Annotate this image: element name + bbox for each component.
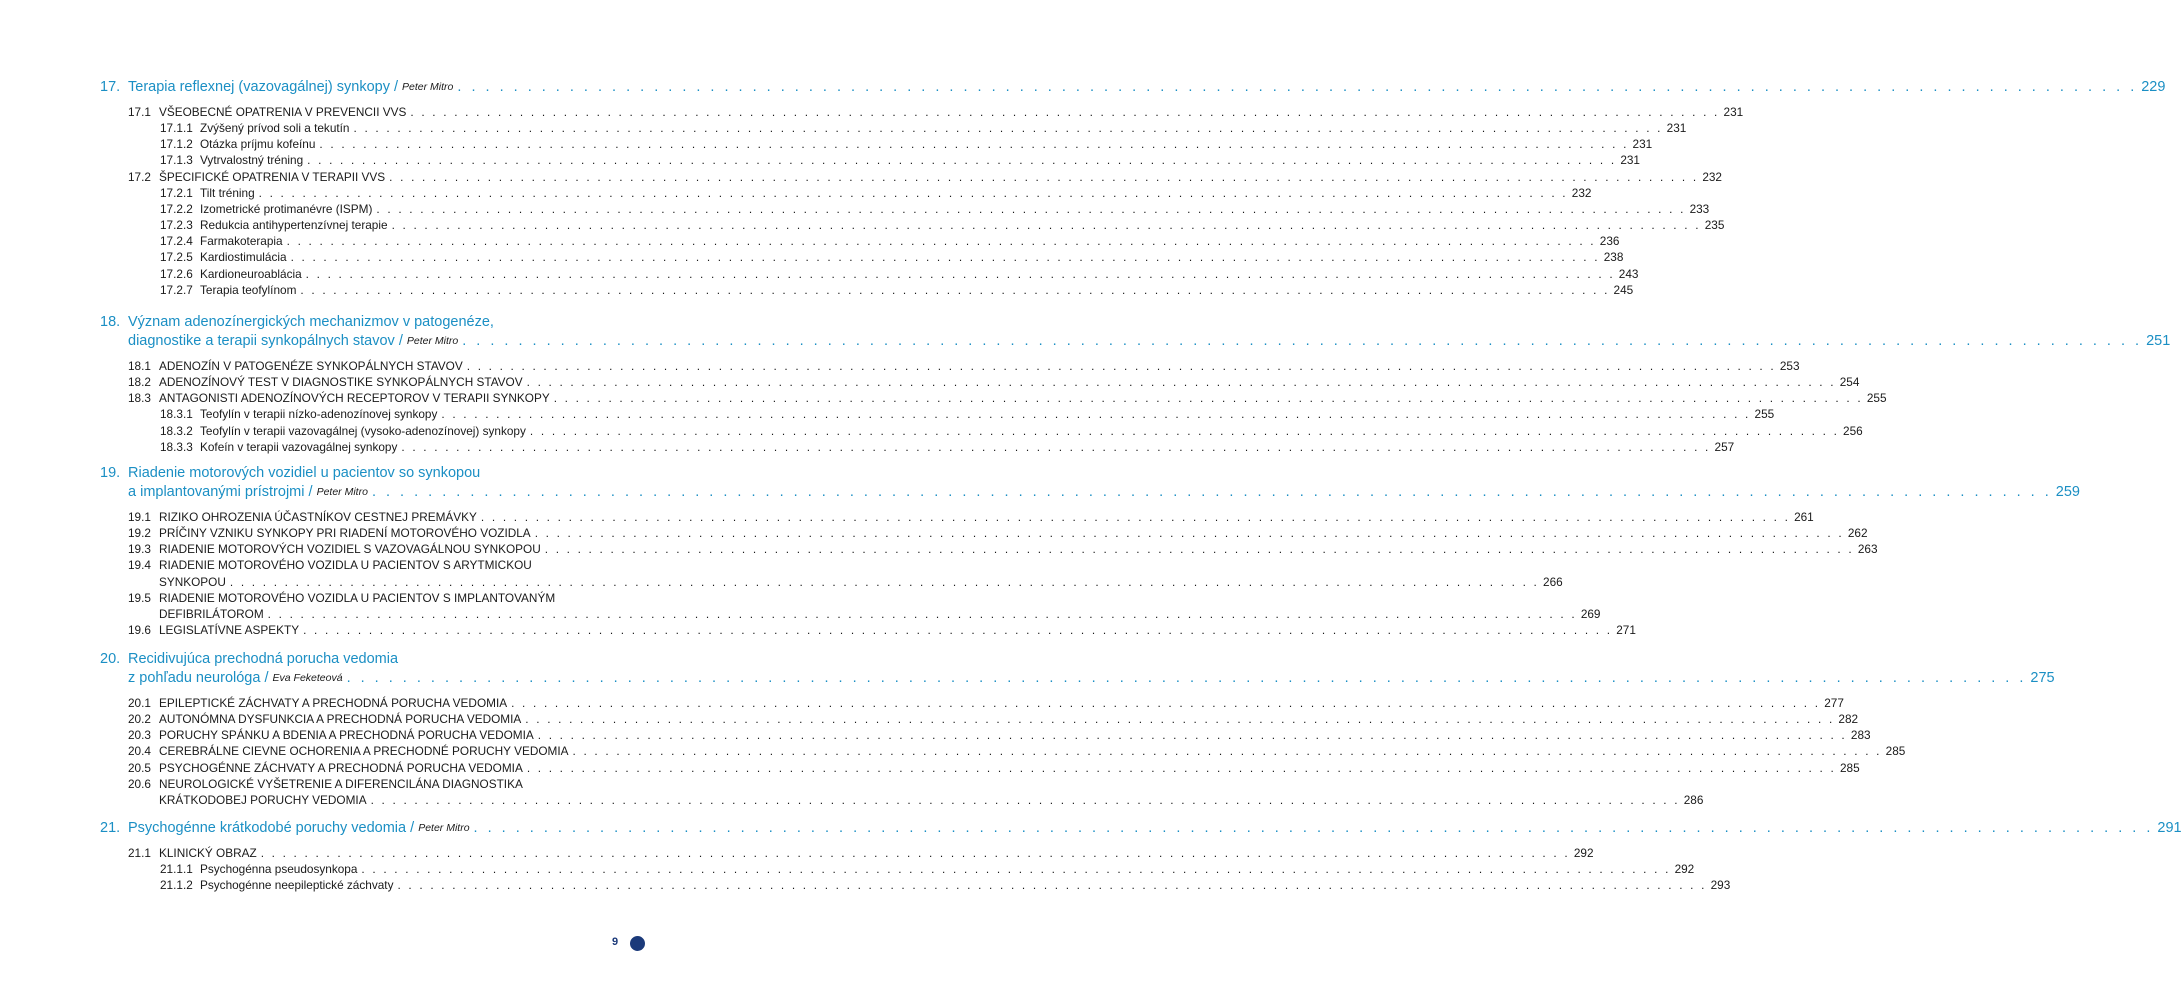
dot-leader: . . . . . . . . . . . . . . . . . . . . . . . . . . . . . . . . . . . . . . . . . . . . . . . . . . . . . . . . . . . . . . . . . . . . . . . . . . . . . . . . . . . . . . . . . . . . . . . . . . . . . . . . . . . . . . . . . . . . . . . . [526, 375, 1836, 390]
toc-entry [128, 406, 1775, 422]
chapter-heading [100, 313, 2171, 351]
entry-body [200, 249, 1624, 265]
entry-body [200, 439, 1735, 455]
dot-leader: . . . . . . . . . . . . . . . . . . . . . . . . . . . . . . . . . . . . . . . . . . . . . . . . . . . . . . . . . . . . . . . . . . . . . . . . . . . . . . . . . . . . . . . . . . . . . . . . . . . . . . . . . . . . . . . . . . . . . . . . [553, 391, 1863, 406]
entry-page: 257 [1714, 439, 1735, 454]
toc-entry [128, 201, 1710, 217]
entry-number: 18.3.2 [160, 423, 193, 438]
entry-title: PSYCHOGÉNNE ZÁCHVATY A PRECHODNÁ PORUCHA VEDOMIA [159, 760, 523, 775]
dot-leader: . . . . . . . . . . . . . . . . . . . . . . . . . . . . . . . . . . . . . . . . . . . . . . . . . . . . . . . . . . . . . . . . . . . . . . . . . . . . . . . . . . . . . . . . . . . . . . . . . . . . . . . . . . . . . . . . . . . . . . . . [353, 121, 1663, 136]
dot-leader: . . . . . . . . . . . . . . . . . . . . . . . . . . . . . . . . . . . . . . . . . . . . . . . . . . . . . . . . . . . . . . . . . . . . . . . . . . . . . . . . . . . . . . . . . . . . . . . . . . . . . . . . . . . . . . . . . . . . . . . . [544, 542, 1854, 557]
chapter-number: 18. [100, 314, 121, 330]
entry-number: 20.5 [128, 760, 151, 775]
chapter-heading [100, 650, 2055, 688]
entry-page: 286 [1683, 792, 1704, 807]
toc-entry [128, 590, 624, 606]
dot-leader: . . . . . . . . . . . . . . . . . . . . . . . . . . . . . . . . . . . . . . . . . . . . . . . . . . . . . . . . . . . . . . . . . . . . . . . . . . . . . . . . . . . . . . . . . . . . . . . . . . . . . . . . . . . . . . . . . . . . . . . . [290, 250, 1600, 265]
entry-body [159, 557, 624, 573]
entry-number: 18.3.1 [160, 407, 193, 422]
chapter-title: Terapia reflexnej (vazovagálnej) synkopy [128, 79, 390, 95]
entry-page: 254 [1839, 375, 1860, 390]
entry-title: CEREBRÁLNE CIEVNE OCHORENIA A PRECHODNÉ PORUCHY VEDOMIA [159, 744, 569, 759]
entry-number: 18.2 [128, 375, 151, 390]
chapter-heading-line [100, 483, 2080, 502]
dot-leader: . . . . . . . . . . . . . . . . . . . . . . . . . . . . . . . . . . . . . . . . . . . . . . . . . . . . . . . . . . . . . . . . . . . . . . . . . . . . . . . . . . . . . . . . . . . . . . . . . . . . . . . . . . . . . . . . . . . . . . . . [258, 185, 1568, 200]
toc-entry [128, 169, 1722, 185]
page-number: 9 [612, 936, 619, 948]
entry-number: 17.1.1 [160, 121, 193, 136]
dot-leader: . . . . . . . . . . . . . . . . . . . . . . . . . . . . . . . . . . . . . . . . . . . . . . . . . . . . . . . . . . . . . . . . . . . . . . . . . . . . . . . . . . . . . . . . . . . . . . . . . . . . . . . . . . . . . . . . . . . . . . . . [229, 574, 1540, 589]
chapter-author: Peter Mitro [316, 486, 368, 498]
entry-page: 232 [1702, 169, 1722, 184]
chapter-title-row [128, 332, 2171, 351]
chapter-heading-line [100, 332, 2171, 351]
entry-number: 18.3 [128, 391, 151, 406]
toc-entry [128, 249, 1624, 265]
chapter-title: Riadenie motorových vozidiel u pacientov so synkopou [128, 465, 481, 481]
toc-entry [128, 877, 1731, 893]
chapter-title: Recidivujúca prechodná porucha vedomia [128, 651, 399, 667]
entry-page: 266 [1543, 574, 1563, 589]
toc-entry [128, 390, 1887, 406]
entry-body [200, 406, 1775, 422]
entry-title: PORUCHY SPÁNKU A BDENIA A PRECHODNÁ PORUCHA VEDOMIA [159, 728, 534, 743]
toc-entry [128, 711, 1859, 727]
chapter-title-row [128, 819, 2182, 838]
dot-leader: . . . . . . . . . . . . . . . . . . . . . . . . . . . . . . . . . . . . . . . . . . . . . . . . . . . . . . . . . . . . . . . . . . . . . . . . . . . . . . . . . . . . . . . . . . . . . . . . . . . . . . . . . . . . . . . . . . . . . . . . [462, 333, 2143, 349]
entry-page: 232 [1571, 185, 1592, 200]
entry-title: NEUROLOGICKÉ VYŠETRENIE A DIFERENCILÁNA DIAGNOSTIKA [159, 776, 523, 791]
toc-entry [128, 266, 1639, 282]
author-separator: / [304, 484, 317, 500]
toc-entry [128, 695, 1844, 711]
entry-title: Izometrické protimanévre (ISPM) [200, 201, 373, 216]
author-separator: / [394, 333, 407, 349]
chapter-number: 20. [100, 651, 121, 667]
entry-number: 17.2.4 [160, 234, 193, 249]
entry-body [159, 590, 624, 606]
entry-page: 231 [1666, 121, 1687, 136]
dot-leader: . . . . . . . . . . . . . . . . . . . . . . . . . . . . . . . . . . . . . . . . . . . . . . . . . . . . . . . . . . . . . . . . . . . . . . . . . . . . . . . . . . . . . . . . . . . . . . . . . . . . . . . . . . . . . . . . . . . . . . . . [303, 623, 1613, 638]
chapter-title: a implantovanými prístrojmi [128, 484, 305, 500]
entry-body [159, 606, 1601, 622]
entry-page: 262 [1847, 526, 1868, 541]
entry-number: 18.1 [128, 359, 151, 373]
entry-number: 17.2.1 [160, 185, 193, 200]
entry-title: RIADENIE MOTOROVÉHO VOZIDLA U PACIENTOV S ARYTMICKOU [159, 558, 532, 573]
entry-body [159, 695, 1844, 711]
entry-number: 17.2.2 [160, 201, 193, 216]
entry-number: 17.2.6 [160, 266, 193, 281]
entry-body [200, 185, 1592, 201]
entry-number: 20.2 [128, 712, 151, 727]
entry-page: 238 [1603, 250, 1624, 265]
chapter-author: Peter Mitro [402, 81, 454, 93]
chapter-title: Psychogénne krátkodobé poruchy vedomia [128, 820, 407, 836]
entry-page: 231 [1723, 105, 1744, 119]
entry-body [159, 390, 1887, 406]
entry-title: RIZIKO OHROZENIA ÚČASTNÍKOV CESTNEJ PREMÁVKY [159, 510, 477, 524]
entry-title-continued: KRÁTKODOBEJ PORUCHY VEDOMIA [159, 792, 367, 807]
entry-number: 21.1 [128, 846, 151, 860]
toc-entry [128, 509, 1814, 525]
chapter-page: 259 [2055, 484, 2080, 500]
entry-title-continued: SYNKOPOU [159, 574, 226, 589]
toc-entry [128, 358, 1800, 374]
entry-number: 21.1.1 [160, 862, 193, 877]
entry-title: AUTONÓMNA DYSFUNKCIA A PRECHODNÁ PORUCHA VEDOMIA [159, 712, 522, 727]
chapter-heading [100, 819, 2182, 838]
dot-leader: . . . . . . . . . . . . . . . . . . . . . . . . . . . . . . . . . . . . . . . . . . . . . . . . . . . . . . . . . . . . . . . . . . . . . . . . . . . . . . . . . . . . . . . . . . . . . . . . . . . . . . . . . . . . . . . . . . . . . . . . [534, 526, 1844, 541]
chapter-heading-line [100, 313, 624, 332]
entry-body [159, 743, 1906, 759]
entry-title: Zvýšený prívod soli a tekutín [200, 121, 350, 136]
entry-body [159, 760, 1860, 776]
entry-body [159, 509, 1814, 525]
entry-number: 19.5 [128, 590, 151, 605]
entry-number: 21.1.2 [160, 878, 193, 893]
entry-body [159, 541, 1878, 557]
entry-title: ADENOZÍNOVÝ TEST V DIAGNOSTIKE SYNKOPÁLNYCH STAVOV [159, 375, 523, 390]
toc-entry [128, 374, 1860, 390]
chapter-number: 21. [100, 820, 121, 836]
entry-title: VŠEOBECNÉ OPATRENIA V PREVENCII VVS [159, 105, 407, 119]
chapter-heading-line [100, 464, 624, 483]
toc-entry [128, 525, 1868, 541]
toc-entry-continued [128, 606, 1601, 622]
dot-leader: . . . . . . . . . . . . . . . . . . . . . . . . . . . . . . . . . . . . . . . . . . . . . . . . . . . . . . . . . . . . . . . . . . . . . . . . . . . . . . . . . . . . . . . . . . . . . . . . . . . . . . . . . . . . . . . . . . . . . . . . [457, 79, 2138, 95]
entry-body [159, 374, 1860, 390]
dot-leader: . . . . . . . . . . . . . . . . . . . . . . . . . . . . . . . . . . . . . . . . . . . . . . . . . . . . . . . . . . . . . . . . . . . . . . . . . . . . . . . . . . . . . . . . . . . . . . . . . . . . . . . . . . . . . . . . . . . . . . . . [267, 606, 1577, 621]
dot-leader: . . . . . . . . . . . . . . . . . . . . . . . . . . . . . . . . . . . . . . . . . . . . . . . . . . . . . . . . . . . . . . . . . . . . . . . . . . . . . . . . . . . . . . . . . . . . . . . . . . . . . . . . . . . . . . . . . . . . . . . . [305, 266, 1615, 281]
dot-leader: . . . . . . . . . . . . . . . . . . . . . . . . . . . . . . . . . . . . . . . . . . . . . . . . . . . . . . . . . . . . . . . . . . . . . . . . . . . . . . . . . . . . . . . . . . . . . . . . . . . . . . . . . . . . . . . . . . . . . . . . [371, 484, 2052, 500]
entry-page: 255 [1754, 407, 1775, 422]
entry-page: 282 [1838, 712, 1859, 727]
toc-entry [128, 622, 1636, 638]
dot-leader: . . . . . . . . . . . . . . . . . . . . . . . . . . . . . . . . . . . . . . . . . . . . . . . . . . . . . . . . . . . . . . . . . . . . . . . . . . . . . . . . . . . . . . . . . . . . . . . . . . . . . . . . . . . . . . . . . . . . . . . . [376, 201, 1686, 216]
chapter-title: z pohľadu neurológa [128, 670, 261, 686]
entry-number: 17.2.7 [160, 282, 193, 297]
dot-leader: . . . . . . . . . . . . . . . . . . . . . . . . . . . . . . . . . . . . . . . . . . . . . . . . . . . . . . . . . . . . . . . . . . . . . . . . . . . . . . . . . . . . . . . . . . . . . . . . . . . . . . . . . . . . . . . . . . . . . . . . [529, 423, 1840, 438]
entry-page: 285 [1885, 744, 1906, 759]
dot-leader: . . . . . . . . . . . . . . . . . . . . . . . . . . . . . . . . . . . . . . . . . . . . . . . . . . . . . . . . . . . . . . . . . . . . . . . . . . . . . . . . . . . . . . . . . . . . . . . . . . . . . . . . . . . . . . . . . . . . . . . . [307, 153, 1617, 168]
author-separator: / [389, 79, 403, 95]
entry-body [200, 233, 1620, 249]
chapter-heading [100, 78, 2166, 97]
toc-entry [128, 136, 1653, 152]
toc-entry [128, 760, 1860, 776]
entry-number: 17.2.5 [160, 250, 193, 265]
entry-page: 233 [1689, 201, 1710, 216]
dot-leader: . . . . . . . . . . . . . . . . . . . . . . . . . . . . . . . . . . . . . . . . . . . . . . . . . . . . . . . . . . . . . . . . . . . . . . . . . . . . . . . . . . . . . . . . . . . . . . . . . . . . . . . . . . . . . . . . . . . . . . . . [466, 359, 1776, 373]
chapter-page: 275 [2030, 670, 2055, 686]
entry-page: 255 [1866, 391, 1887, 406]
entry-body [159, 792, 1704, 808]
entry-body [200, 266, 1639, 282]
chapter-title: Význam adenozínergických mechanizmov v patogenéze, [128, 314, 494, 330]
entry-page: 231 [1632, 137, 1653, 152]
chapter-heading-line [100, 650, 624, 669]
toc-entry [128, 104, 1744, 120]
entry-body [159, 776, 624, 792]
entry-body [200, 877, 1731, 893]
dot-leader: . . . . . . . . . . . . . . . . . . . . . . . . . . . . . . . . . . . . . . . . . . . . . . . . . . . . . . . . . . . . . . . . . . . . . . . . . . . . . . . . . . . . . . . . . . . . . . . . . . . . . . . . . . . . . . . . . . . . . . . . [526, 760, 1836, 775]
dot-leader: . . . . . . . . . . . . . . . . . . . . . . . . . . . . . . . . . . . . . . . . . . . . . . . . . . . . . . . . . . . . . . . . . . . . . . . . . . . . . . . . . . . . . . . . . . . . . . . . . . . . . . . . . . . . . . . . . . . . . . . . [300, 282, 1610, 297]
entry-title: Kardiostimulácia [200, 250, 287, 265]
entry-number: 17.2 [128, 169, 151, 184]
entry-body [159, 622, 1636, 638]
author-separator: / [406, 820, 419, 836]
entry-title: LEGISLATÍVNE ASPEKTY [159, 623, 300, 638]
entry-number: 17.1 [128, 105, 151, 119]
chapter-title: diagnostike a terapii synkopálnych stavov [128, 333, 395, 349]
toc-entry [128, 861, 1695, 877]
toc-entry [128, 727, 1871, 743]
entry-page: 283 [1850, 728, 1871, 743]
entry-page: 253 [1779, 359, 1800, 373]
entry-title: Psychogénne neepileptické záchvaty [200, 878, 394, 893]
entry-body [159, 845, 1594, 861]
toc-entry [128, 217, 1725, 233]
chapter-heading-line [100, 669, 2055, 688]
entry-title: ANTAGONISTI ADENOZÍNOVÝCH RECEPTOROV V TERAPII SYNKOPY [159, 391, 550, 406]
entry-body [200, 217, 1725, 233]
entry-number: 17.1.2 [160, 137, 193, 152]
entry-title: ŠPECIFICKÉ OPATRENIA V TERAPII VVS [159, 169, 386, 184]
entry-title: Terapia teofylínom [200, 282, 297, 297]
toc-entry [128, 282, 1634, 298]
entry-body [159, 525, 1868, 541]
dot-leader: . . . . . . . . . . . . . . . . . . . . . . . . . . . . . . . . . . . . . . . . . . . . . . . . . . . . . . . . . . . . . . . . . . . . . . . . . . . . . . . . . . . . . . . . . . . . . . . . . . . . . . . . . . . . . . . . . . . . . . . . [391, 218, 1701, 233]
entry-page: 256 [1843, 423, 1863, 438]
entry-page: 245 [1613, 282, 1634, 297]
entry-number: 18.3.3 [160, 439, 193, 454]
page-marker-dot [630, 936, 645, 951]
dot-leader: . . . . . . . . . . . . . . . . . . . . . . . . . . . . . . . . . . . . . . . . . . . . . . . . . . . . . . . . . . . . . . . . . . . . . . . . . . . . . . . . . . . . . . . . . . . . . . . . . . . . . . . . . . . . . . . . . . . . . . . . [361, 862, 1671, 877]
entry-number: 19.6 [128, 623, 151, 638]
entry-title: Kofeín v terapii vazovagálnej synkopy [200, 439, 398, 454]
entry-number: 20.1 [128, 696, 151, 710]
toc-entry [128, 743, 1906, 759]
entry-page: 277 [1824, 696, 1844, 710]
chapter-title-row [128, 483, 2080, 502]
toc-entry [128, 423, 1863, 439]
toc-entry-continued [128, 574, 1563, 590]
toc-entry [128, 557, 624, 573]
entry-page: 269 [1580, 606, 1601, 621]
entry-number: 19.4 [128, 558, 151, 573]
chapter-author: Peter Mitro [418, 822, 470, 834]
toc-entry [128, 776, 624, 792]
dot-leader: . . . . . . . . . . . . . . . . . . . . . . . . . . . . . . . . . . . . . . . . . . . . . . . . . . . . . . . . . . . . . . . . . . . . . . . . . . . . . . . . . . . . . . . . . . . . . . . . . . . . . . . . . . . . . . . . . . . . . . . . [319, 137, 1629, 152]
entry-title: Teofylín v terapii vazovagálnej (vysoko-adenozínovej) synkopy [200, 423, 526, 438]
entry-body [200, 152, 1640, 168]
entry-title: Teofylín v terapii nízko-adenozínovej synkopy [200, 407, 438, 422]
entry-body [159, 104, 1744, 120]
entry-page: 235 [1704, 218, 1725, 233]
entry-body [159, 574, 1563, 590]
entry-body [200, 861, 1695, 877]
chapter-heading-line [100, 819, 2182, 838]
dot-leader: . . . . . . . . . . . . . . . . . . . . . . . . . . . . . . . . . . . . . . . . . . . . . . . . . . . . . . . . . . . . . . . . . . . . . . . . . . . . . . . . . . . . . . . . . . . . . . . . . . . . . . . . . . . . . . . . . . . . . . . . [260, 846, 1570, 860]
entry-number: 19.2 [128, 526, 151, 541]
dot-leader: . . . . . . . . . . . . . . . . . . . . . . . . . . . . . . . . . . . . . . . . . . . . . . . . . . . . . . . . . . . . . . . . . . . . . . . . . . . . . . . . . . . . . . . . . . . . . . . . . . . . . . . . . . . . . . . . . . . . . . . . [572, 744, 1882, 759]
entry-number: 19.1 [128, 510, 151, 524]
dot-leader: . . . . . . . . . . . . . . . . . . . . . . . . . . . . . . . . . . . . . . . . . . . . . . . . . . . . . . . . . . . . . . . . . . . . . . . . . . . . . . . . . . . . . . . . . . . . . . . . . . . . . . . . . . . . . . . . . . . . . . . . [389, 169, 1699, 184]
chapter-number: 17. [100, 79, 121, 95]
toc-entry [128, 185, 1592, 201]
entry-title: Vytrvalostný tréning [200, 153, 304, 168]
entry-number: 17.1.3 [160, 153, 193, 168]
chapter-heading [100, 464, 2080, 502]
toc-entry-continued [128, 792, 1704, 808]
toc-entry [128, 152, 1640, 168]
entry-page: 292 [1674, 862, 1695, 877]
entry-title: Tilt tréning [200, 185, 255, 200]
chapter-title-row [128, 78, 2166, 97]
entry-page: 293 [1710, 878, 1731, 893]
dot-leader: . . . . . . . . . . . . . . . . . . . . . . . . . . . . . . . . . . . . . . . . . . . . . . . . . . . . . . . . . . . . . . . . . . . . . . . . . . . . . . . . . . . . . . . . . . . . . . . . . . . . . . . . . . . . . . . . . . . . . . . . [410, 105, 1720, 119]
toc-entry [128, 439, 1735, 455]
entry-title: RIADENIE MOTOROVÝCH VOZIDIEL S VAZOVAGÁLNOU SYNKOPOU [159, 542, 541, 557]
dot-leader: . . . . . . . . . . . . . . . . . . . . . . . . . . . . . . . . . . . . . . . . . . . . . . . . . . . . . . . . . . . . . . . . . . . . . . . . . . . . . . . . . . . . . . . . . . . . . . . . . . . . . . . . . . . . . . . . . . . . . . . . [473, 820, 2154, 836]
chapter-author: Peter Mitro [406, 335, 459, 347]
dot-leader: . . . . . . . . . . . . . . . . . . . . . . . . . . . . . . . . . . . . . . . . . . . . . . . . . . . . . . . . . . . . . . . . . . . . . . . . . . . . . . . . . . . . . . . . . . . . . . . . . . . . . . . . . . . . . . . . . . . . . . . . [346, 670, 2027, 686]
entry-body [159, 727, 1871, 743]
entry-body [200, 136, 1653, 152]
toc-entry [128, 845, 1594, 861]
chapter-page: 229 [2141, 79, 2166, 95]
chapter-number: 19. [100, 465, 121, 481]
entry-body [200, 423, 1863, 439]
entry-title: EPILEPTICKÉ ZÁCHVATY A PRECHODNÁ PORUCHA VEDOMIA [159, 696, 508, 710]
toc-entry [128, 541, 1878, 557]
entry-number: 20.6 [128, 776, 151, 791]
entry-body [159, 711, 1859, 727]
entry-number: 19.3 [128, 542, 151, 557]
dot-leader: . . . . . . . . . . . . . . . . . . . . . . . . . . . . . . . . . . . . . . . . . . . . . . . . . . . . . . . . . . . . . . . . . . . . . . . . . . . . . . . . . . . . . . . . . . . . . . . . . . . . . . . . . . . . . . . . . . . . . . . . [480, 510, 1791, 524]
entry-page: 292 [1573, 846, 1594, 860]
entry-page: 285 [1839, 760, 1860, 775]
entry-title: Farmakoterapia [200, 234, 283, 249]
entry-number: 20.3 [128, 728, 151, 743]
entry-page: 271 [1616, 623, 1636, 638]
toc-entry [128, 120, 1687, 136]
entry-page: 263 [1857, 542, 1878, 557]
chapter-page: 291 [2157, 820, 2182, 836]
entry-body [200, 282, 1634, 298]
entry-number: 20.4 [128, 744, 151, 759]
author-separator: / [260, 670, 273, 686]
entry-number: 17.2.3 [160, 218, 193, 233]
chapter-heading-line [100, 78, 2166, 97]
entry-page: 261 [1794, 510, 1814, 524]
dot-leader: . . . . . . . . . . . . . . . . . . . . . . . . . . . . . . . . . . . . . . . . . . . . . . . . . . . . . . . . . . . . . . . . . . . . . . . . . . . . . . . . . . . . . . . . . . . . . . . . . . . . . . . . . . . . . . . . . . . . . . . . [286, 234, 1596, 249]
dot-leader: . . . . . . . . . . . . . . . . . . . . . . . . . . . . . . . . . . . . . . . . . . . . . . . . . . . . . . . . . . . . . . . . . . . . . . . . . . . . . . . . . . . . . . . . . . . . . . . . . . . . . . . . . . . . . . . . . . . . . . . . [441, 407, 1751, 422]
entry-title: RIADENIE MOTOROVÉHO VOZIDLA U PACIENTOV S IMPLANTOVANÝM [159, 590, 556, 605]
entry-page: 243 [1618, 266, 1639, 281]
chapter-author: Eva Feketeová [272, 672, 343, 684]
chapter-page: 251 [2146, 333, 2171, 349]
entry-title: Redukcia antihypertenzívnej terapie [200, 218, 388, 233]
entry-body [159, 169, 1722, 185]
entry-title: Psychogénna pseudosynkopa [200, 862, 358, 877]
entry-title-continued: DEFIBRILÁTOROM [159, 606, 264, 621]
entry-body [200, 120, 1687, 136]
entry-page: 236 [1599, 234, 1620, 249]
entry-title: KLINICKÝ OBRAZ [159, 846, 257, 860]
dot-leader: . . . . . . . . . . . . . . . . . . . . . . . . . . . . . . . . . . . . . . . . . . . . . . . . . . . . . . . . . . . . . . . . . . . . . . . . . . . . . . . . . . . . . . . . . . . . . . . . . . . . . . . . . . . . . . . . . . . . . . . . [401, 439, 1711, 454]
dot-leader: . . . . . . . . . . . . . . . . . . . . . . . . . . . . . . . . . . . . . . . . . . . . . . . . . . . . . . . . . . . . . . . . . . . . . . . . . . . . . . . . . . . . . . . . . . . . . . . . . . . . . . . . . . . . . . . . . . . . . . . . [397, 878, 1707, 893]
entry-title: ADENOZÍN V PATOGENÉZE SYNKOPÁLNYCH STAVOV [159, 359, 463, 373]
entry-page: 231 [1620, 153, 1640, 168]
toc-entry [128, 233, 1620, 249]
dot-leader: . . . . . . . . . . . . . . . . . . . . . . . . . . . . . . . . . . . . . . . . . . . . . . . . . . . . . . . . . . . . . . . . . . . . . . . . . . . . . . . . . . . . . . . . . . . . . . . . . . . . . . . . . . . . . . . . . . . . . . . . [370, 792, 1680, 807]
entry-body [159, 358, 1800, 374]
dot-leader: . . . . . . . . . . . . . . . . . . . . . . . . . . . . . . . . . . . . . . . . . . . . . . . . . . . . . . . . . . . . . . . . . . . . . . . . . . . . . . . . . . . . . . . . . . . . . . . . . . . . . . . . . . . . . . . . . . . . . . . . [537, 728, 1847, 743]
entry-body [200, 201, 1710, 217]
chapter-title-row [128, 669, 2055, 688]
entry-title: Otázka príjmu kofeínu [200, 137, 316, 152]
dot-leader: . . . . . . . . . . . . . . . . . . . . . . . . . . . . . . . . . . . . . . . . . . . . . . . . . . . . . . . . . . . . . . . . . . . . . . . . . . . . . . . . . . . . . . . . . . . . . . . . . . . . . . . . . . . . . . . . . . . . . . . . [511, 696, 1821, 710]
entry-title: PRÍČINY VZNIKU SYNKOPY PRI RIADENÍ MOTOROVÉHO VOZIDLA [159, 526, 531, 541]
entry-title: Kardioneuroablácia [200, 266, 302, 281]
dot-leader: . . . . . . . . . . . . . . . . . . . . . . . . . . . . . . . . . . . . . . . . . . . . . . . . . . . . . . . . . . . . . . . . . . . . . . . . . . . . . . . . . . . . . . . . . . . . . . . . . . . . . . . . . . . . . . . . . . . . . . . . [525, 712, 1835, 727]
